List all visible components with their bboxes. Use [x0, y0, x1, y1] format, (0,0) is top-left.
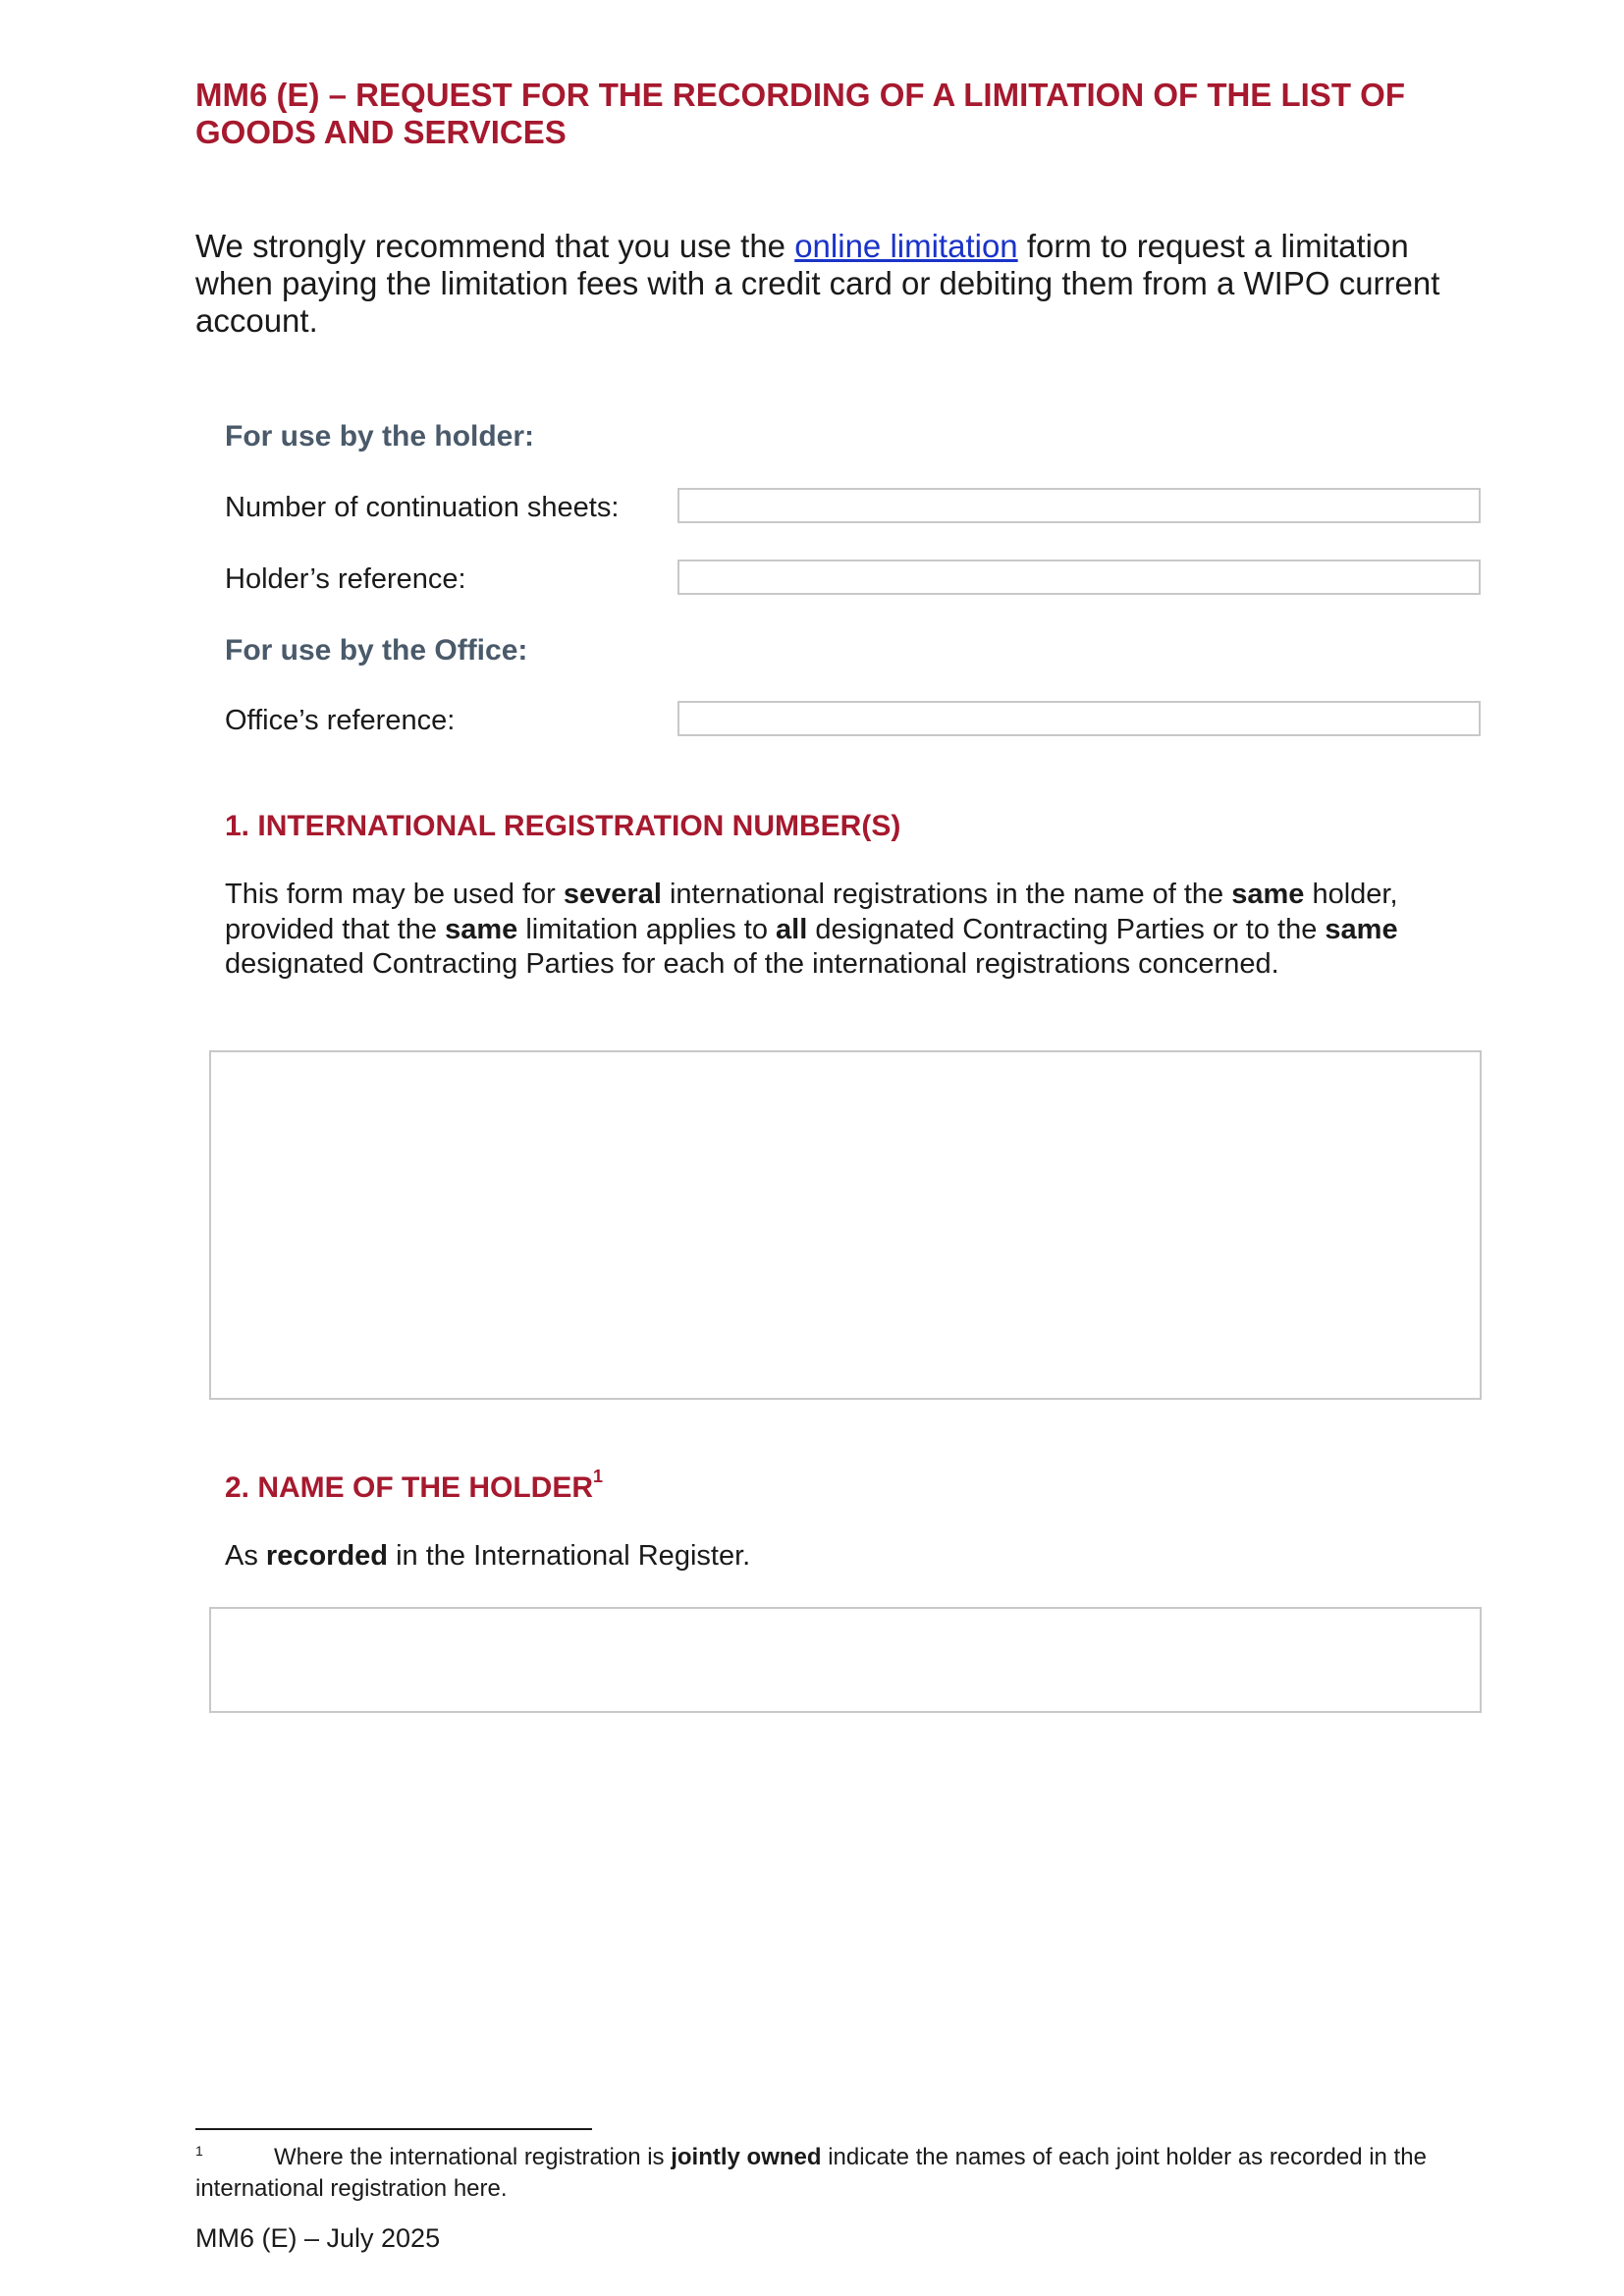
holder-reference-input[interactable] [677, 560, 1481, 595]
office-reference-label: Office’s reference: [225, 705, 456, 736]
section-1-description: This form may be used for several international registrations in the name of the same holder, provided that the same limitation applies to all designated Contracting Parties or to the same designated Contracting Parties for each of the international registrations concerned. [225, 879, 1398, 980]
intro-text-after: form to request a limitation when paying the limitation fees with a credit card or debiting them from a WIPO current account. [195, 228, 1440, 339]
office-use-heading: For use by the Office: [225, 634, 528, 667]
holder-reference-label: Holder’s reference: [225, 563, 466, 595]
holder-name-box[interactable] [209, 1607, 1482, 1713]
form-title: MM6 (E) – REQUEST FOR THE RECORDING OF A LIMITATION OF THE LIST OF GOODS AND SERVICES [195, 77, 1405, 150]
online-limitation-link[interactable]: online limitation [794, 228, 1018, 264]
section-2-heading: 2. NAME OF THE HOLDER$^1$ [225, 1467, 604, 1504]
intro-text-before: We strongly recommend that you use the [195, 228, 795, 264]
footnote-divider [195, 2128, 592, 2130]
footnote-ref: 1 [593, 1467, 604, 1486]
section-1-heading: 1. INTERNATIONAL REGISTRATION NUMBER(S) [225, 810, 901, 842]
footnote-number: 1 [195, 2143, 203, 2159]
office-reference-input[interactable] [677, 701, 1481, 736]
page-footer: MM6 (E) – July 2025 [195, 2223, 441, 2253]
intro-paragraph [195, 228, 1491, 340]
continuation-sheets-label: Number of continuation sheets: [225, 492, 620, 523]
registration-numbers-box[interactable] [209, 1050, 1482, 1400]
section-2-description: As recorded in the International Register. [225, 1540, 751, 1572]
footnote: 1 Where the international registration is jointly owned indicate the names of each joint holder as recorded in the international registration here. [195, 2143, 1491, 2204]
continuation-sheets-input[interactable] [677, 488, 1481, 523]
holder-use-heading: For use by the holder: [225, 420, 535, 453]
